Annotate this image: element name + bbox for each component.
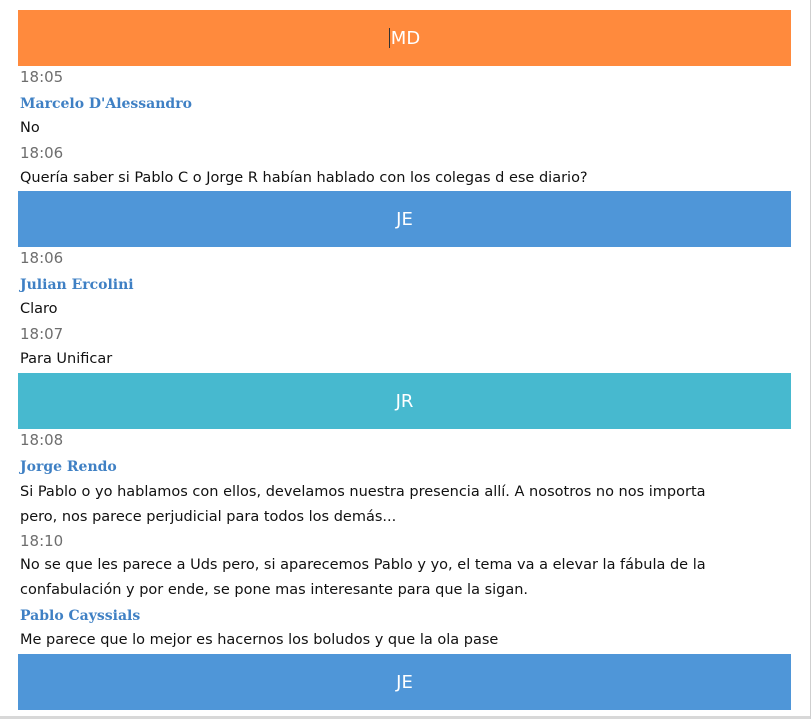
section-initials: JE <box>396 208 413 230</box>
message-text: pero, nos parece perjudicial para todos los demás... <box>20 509 397 525</box>
sender-name: Marcelo D'Alessandro <box>20 96 192 112</box>
message-text: confabulación y por ende, se pone mas interesante para que la sigan. <box>20 582 529 598</box>
message-time: 18:06 <box>20 144 64 162</box>
sender-name: Pablo Cayssials <box>20 608 141 624</box>
message-time: 18:08 <box>20 431 64 449</box>
section-header-md <box>18 10 791 66</box>
sender-name: Jorge Rendo <box>20 459 117 475</box>
message-text: Claro <box>20 301 58 317</box>
message-text: Si Pablo o yo hablamos con ellos, develamos nuestra presencia allí. A nosotros no nos importa <box>20 484 706 500</box>
message-time: 18:05 <box>20 68 64 86</box>
message-time: 18:07 <box>20 325 64 343</box>
message-text: No <box>20 120 40 136</box>
message-text: Quería saber si Pablo C o Jorge R habían hablado con los colegas d ese diario? <box>20 170 588 186</box>
section-initials: JR <box>395 390 414 412</box>
message-text: Me parece que lo mejor es hacernos los boludos y que la ola pase <box>20 632 499 648</box>
message-text: No se que les parece a Uds pero, si aparecemos Pablo y yo, el tema va a elevar la fábula de la <box>20 557 706 573</box>
section-header-je <box>18 654 791 710</box>
section-initials: JE <box>396 671 413 693</box>
sender-name: Julian Ercolini <box>20 277 134 293</box>
message-text: Para Unificar <box>20 351 113 367</box>
message-time: 18:06 <box>20 249 64 267</box>
message-time: 18:10 <box>20 532 64 550</box>
section-initials: MD <box>390 27 421 49</box>
section-header-je <box>18 191 791 247</box>
section-header-jr <box>18 373 791 429</box>
text-cursor <box>389 28 390 48</box>
